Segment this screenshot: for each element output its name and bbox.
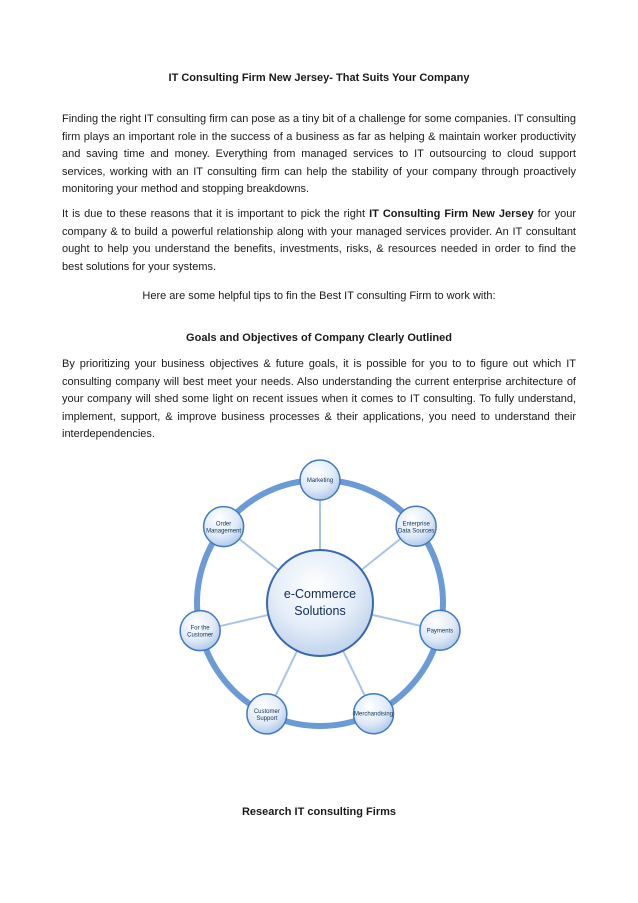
page-title: IT Consulting Firm New Jersey- That Suits Your Company: [168, 72, 470, 84]
node-label-line1: Marketing: [306, 478, 334, 484]
hub-label-line1: e-Commerce: [283, 587, 357, 601]
node-label-line2: Customer: [187, 632, 214, 639]
paragraph-reasons-end: for your company & to build a powerful relationship along with your managed services provider. An IT consultant ought to help you understand the benefits, investments, risks, & resources needed in order to find the best solutions for your systems.: [62, 208, 576, 273]
diagram-node: [354, 694, 394, 734]
node-label-line1: For the: [190, 625, 210, 632]
hub-circle: [267, 550, 373, 656]
diagram-node: [300, 460, 340, 500]
diagram-node: [180, 611, 220, 651]
node-label-line2: Data Sources: [397, 528, 435, 535]
paragraph-reasons-keyword: IT Consulting Firm New Jersey: [369, 208, 534, 220]
tips-intro: Here are some helpful tips to fin the Best IT consulting Firm to work with:: [142, 290, 496, 302]
paragraph-reasons: [62, 206, 576, 276]
diagram-node: [396, 506, 436, 546]
paragraph-reasons-start: It is due to these reasons that it is important to pick the right: [62, 208, 370, 220]
diagram-node: [247, 694, 287, 734]
diagram-node: [204, 507, 244, 547]
node-label-line2: Support: [256, 715, 278, 722]
section-heading-research: Research IT consulting Firms: [241, 806, 397, 818]
paragraph-goals: By prioritizing your business objectives & future goals, it is possible for you to to figure out which IT consulting company will best meet your needs. Also understanding the current enterprise architecture of your company will shed some light on recent issues when it comes to IT consulting. To fully understand, implement, support, & improve business processes & their applications, you need to understand their interdependencies.: [62, 358, 576, 440]
ecommerce-diagram: [150, 443, 490, 763]
node-label-line1: Payments: [426, 628, 454, 635]
node-label-line1: Customer: [253, 708, 280, 715]
diagram-node: [420, 610, 460, 650]
hub-node: [267, 550, 373, 656]
node-label-line2: Management: [206, 528, 242, 535]
ecommerce-diagram-svg: [150, 443, 490, 763]
node-label-line1: Enterprise: [402, 521, 430, 528]
section-heading-goals: Goals and Objectives of Company Clearly Outlined: [186, 332, 452, 344]
node-label-line1: Merchandising: [354, 711, 394, 718]
hub-label-line2: Solutions: [294, 604, 346, 618]
paragraph-intro: Finding the right IT consulting firm can pose as a tiny bit of a challenge for some companies. IT consulting firm plays an important role in the success of a business as far as helping & maintain worker productivity and saving time and money. Everything from managed services to IT outsourcing to cloud support services, working with an IT consulting firm can help the stability of your company through proactively monitoring your method and stopping breakdowns.: [62, 113, 576, 195]
node-label-line1: Order: [215, 521, 232, 528]
